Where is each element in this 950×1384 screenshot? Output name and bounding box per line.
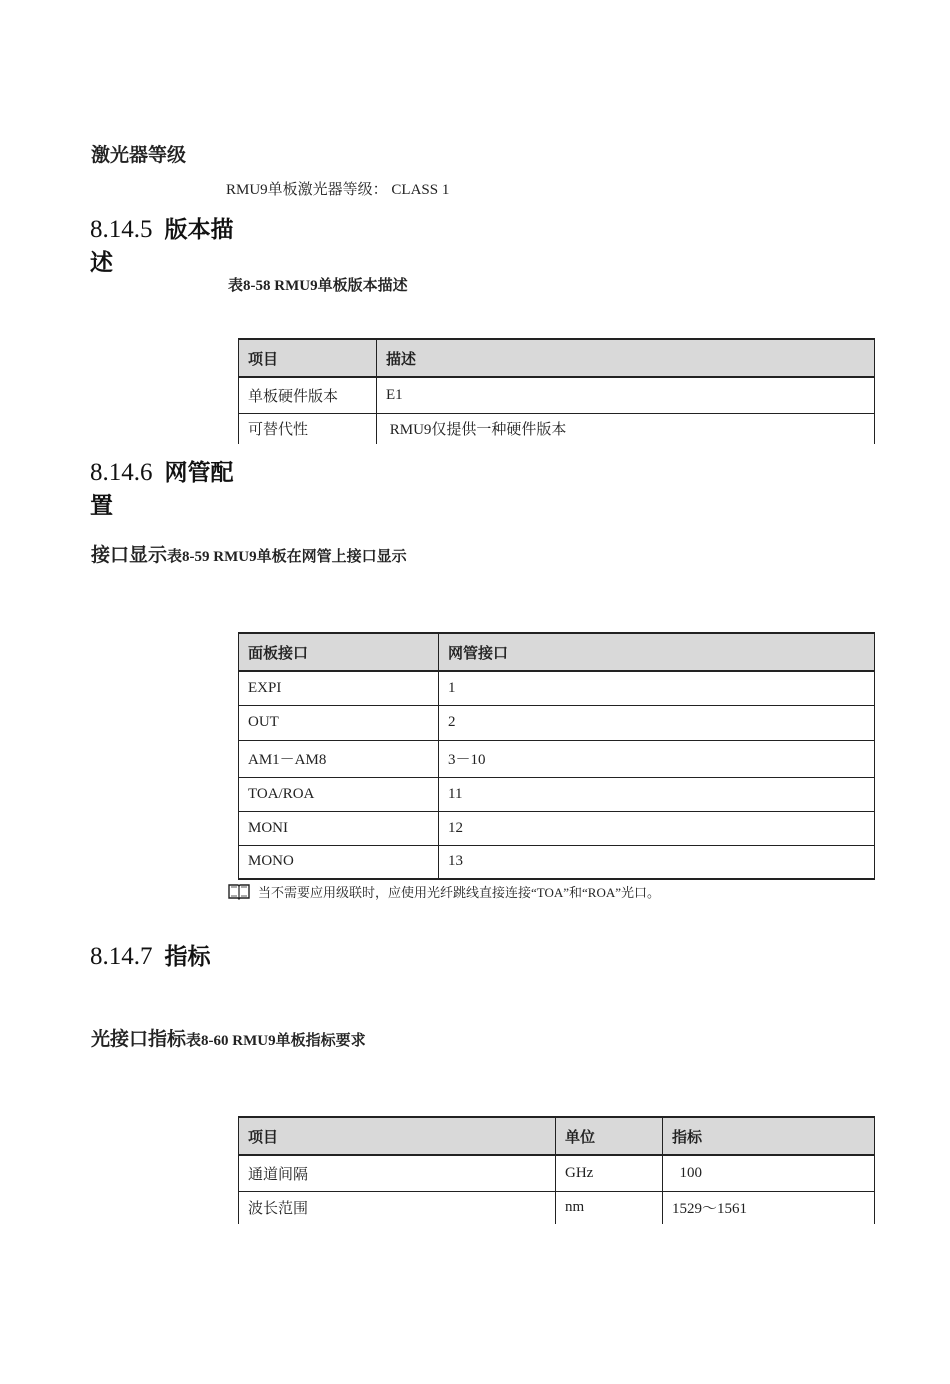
book-note-icon [228, 883, 250, 900]
table-cell: 3－10 [439, 740, 875, 777]
table-cell: nm [556, 1191, 663, 1224]
column-header: 单位 [556, 1117, 663, 1155]
laser-class-heading: 激光器等级 [91, 144, 187, 166]
column-header: 指标 [663, 1117, 875, 1155]
table-row [239, 811, 875, 845]
table-row [239, 671, 875, 705]
table-cell: RMU9仅提供一种硬件版本 [377, 413, 875, 444]
spec-table [238, 1116, 875, 1224]
column-header: 项目 [239, 1117, 556, 1155]
table-row [239, 1155, 875, 1191]
column-header: 项目 [239, 339, 377, 377]
section-8-14-6-heading [90, 456, 234, 522]
column-header: 网管接口 [439, 633, 875, 671]
section-8-14-5-heading [90, 213, 234, 279]
laser-class-text: RMU9单板激光器等级： CLASS 1 [226, 182, 450, 198]
table-cell: 2 [439, 705, 875, 740]
section-number: 8.14.7 [90, 943, 153, 970]
table-cell: 13 [439, 845, 875, 879]
table-8-58-caption: 表8-58 RMU9单板版本描述 [228, 278, 408, 294]
section-8-14-7-heading [90, 940, 211, 973]
cascade-note [228, 882, 660, 901]
table-cell: 1529～1561 [663, 1191, 875, 1224]
table-cell: E1 [377, 377, 875, 413]
table-cell: AM1－AM8 [239, 740, 439, 777]
table-cell: 100 [663, 1155, 875, 1191]
section-title: 版本描 [164, 217, 234, 243]
version-table [238, 338, 875, 444]
table-cell: 11 [439, 777, 875, 811]
table-cell: MONI [239, 811, 439, 845]
table-cell: GHz [556, 1155, 663, 1191]
table-cell: 波长范围 [239, 1191, 556, 1224]
table-cell: OUT [239, 705, 439, 740]
interface-display-label: 接口显示 [91, 544, 168, 566]
table-cell: EXPI [239, 671, 439, 705]
table-cell: 可替代性 [239, 413, 377, 444]
table-cell: TOA/ROA [239, 777, 439, 811]
table-row [239, 777, 875, 811]
note-text: 当不需要应用级联时，应使用光纤跳线直接连接“TOA”和“ROA”光口。 [258, 885, 661, 900]
interface-display-line [91, 540, 407, 567]
section-title-wrap: 置 [90, 493, 113, 519]
table-row [239, 740, 875, 777]
optical-spec-line [91, 1024, 366, 1051]
table-cell: 1 [439, 671, 875, 705]
table-row [239, 377, 875, 413]
section-title-wrap: 述 [90, 250, 113, 276]
table-8-60-caption: 表8-60 RMU9单板指标要求 [186, 1033, 366, 1049]
table-row [239, 845, 875, 879]
table-row [239, 1191, 875, 1224]
optical-spec-label: 光接口指标 [91, 1028, 187, 1050]
section-title: 网管配 [164, 460, 234, 486]
table-8-59-caption: 表8-59 RMU9单板在网管上接口显示 [167, 549, 407, 565]
section-number: 8.14.5 [90, 216, 153, 243]
table-cell: 12 [439, 811, 875, 845]
table-cell: 通道间隔 [239, 1155, 556, 1191]
table-cell: MONO [239, 845, 439, 879]
table-row [239, 705, 875, 740]
column-header: 面板接口 [239, 633, 439, 671]
interface-table [238, 632, 875, 880]
column-header: 描述 [377, 339, 875, 377]
table-row [239, 413, 875, 444]
section-title: 指标 [164, 944, 211, 970]
section-number: 8.14.6 [90, 459, 153, 486]
table-cell: 单板硬件版本 [239, 377, 377, 413]
